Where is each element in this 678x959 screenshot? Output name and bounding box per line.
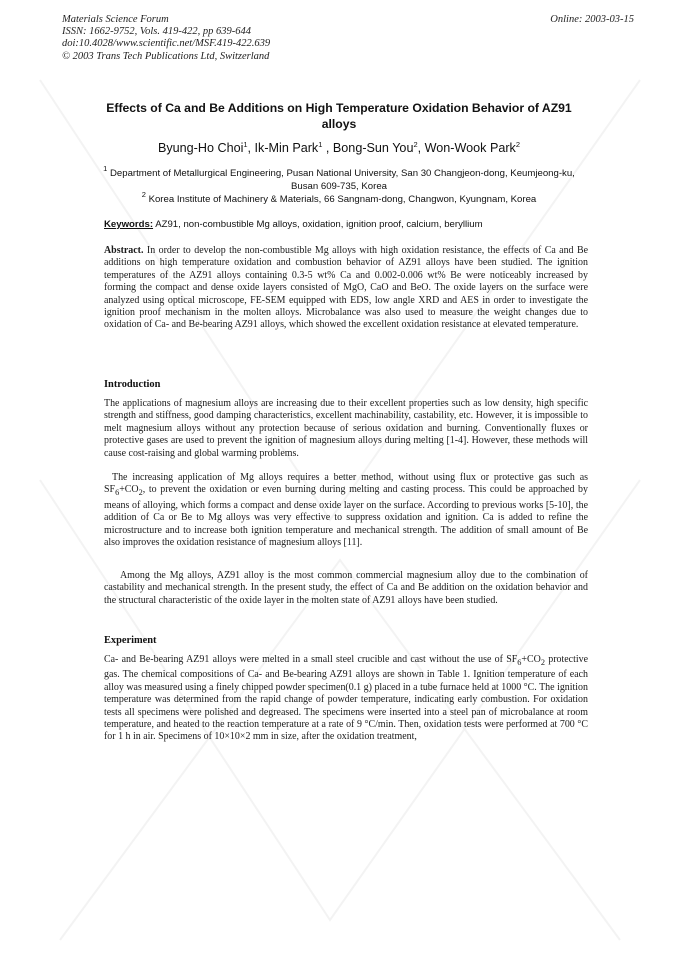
affiliation-number: 2 [141, 190, 146, 199]
introduction-heading: Introduction [104, 379, 161, 390]
subscript: 2 [138, 488, 143, 498]
subscript: 6 [517, 657, 522, 667]
author-affiliation-mark: 2 [413, 140, 418, 149]
keywords [104, 219, 594, 230]
affiliation-text: Korea Institute of Machinery & Materials, 66 Sangnam-dong, Changwon, Kyungnam, Korea [148, 194, 537, 205]
text-run: The increasing application of Mg alloys requires a better method, without using flux or protective gas such as SF [104, 472, 588, 496]
text-run: , to prevent the oxidation or even burning during melting and casting process. This could be approached by means of alloying, which forms a compact and dense oxide layer on the surface. According to previous works [5-10], the addition of Ca or Be to Mg alloys was very effective to suppress oxidation and ignition. Ca is added to refine the microstructure and to increase both ignition temperature and mechanical strength. The addition of small amount of Be also improves the oxidation resistance of magnesium alloys [11]. [104, 484, 588, 549]
author-affiliation-mark: 1 [318, 140, 323, 149]
text-run: +CO [521, 654, 541, 665]
abstract [104, 245, 588, 332]
affiliation-text: Department of Metallurgical Engineering, Pusan National University, San 30 Changjeon-dong, Keumjeong-ku, Busan 609-735, Korea [109, 168, 575, 192]
text-run: Ca- and Be-bearing AZ91 alloys were melted in a small steel crucible and cast without the use of SF [104, 654, 518, 665]
experiment-heading: Experiment [104, 635, 157, 646]
author-list: Byung-Ho Choi$^1$, Ik-Min Park$^1$ , Bong-Sun You$^2$, Won-Wook Park$^2$ [157, 140, 521, 155]
subscript: 6 [115, 488, 120, 498]
journal-issn: ISSN: 1662-9752, Vols. 419-422, pp 639-644 [62, 26, 251, 38]
keywords-text: AZ91, non-combustible Mg alloys, oxidation, ignition proof, calcium, beryllium [155, 219, 483, 230]
online-date: Online: 2003-03-15 [550, 14, 634, 25]
author-name: Ik-Min Park [254, 141, 319, 155]
introduction-paragraph-2 [104, 472, 588, 549]
paper-title: Effects of Ca and Be Additions on High Temperature Oxidation Behavior of AZ91 alloys [106, 101, 572, 131]
introduction-paragraph-1: The applications of magnesium alloys are increasing due to their excellent properties such as low density, high specific strength and stiffness, good damping characteristics, excellent machinability, castability, etc. However, it is impossible to melt magnesium alloys without any protection because of serious oxidation and burning. Conventionally fluxes or protective gases are used to prevent the ignition of magnesium alloys during melting [1-4]. However, these methods will cause cost-raising and global warming problems. [104, 398, 588, 459]
text-run: protective gas. The chemical compositions of Ca- and Be-bearing AZ91 alloys are shown in Table 1. Ignition temperature of each alloy was measured using a finely chipped powder specimen(0.1 g) placed in a tube furnace held at 1000 °C. The ignition temperature was determined from the rapid change of powder temperature, indicating early combustion. For oxidation tests all specimens were polished and degreased. The specimens were inserted into a steel pan of microbalance at room temperature, and heated to the reaction temperature at a rate of 9 °C/min. Then, oxidation tests were performed at 700 °C for 1 h in air. Specimens of 10×10×2 mm in size, after the oxidation treatment, [104, 654, 588, 743]
abstract-text: In order to develop the non-combustible Mg alloys with high oxidation resistance, the effects of Ca and Be additions on high temperature oxidation and combustion behavior of AZ91 alloys have been studied. The ignition temperatures of the AZ91 alloys containing 0.3-5 wt% Ca and 0.002-0.006 wt% Be were noticeably increased by forming the compact and dense oxide layers consisted of MgO, CaO and BeO. The oxide layers on the surface were analyzed using optical microscope, FE-SEM equipped with EDS, low angle XRD and AES in order to investigate the ignition proof mechanism in the molten alloys. Microbalance was also used to measure the weight changes due to oxidation of Ca- and Be-bearing AZ91 alloys, which showed the excellent oxidation resistance at elevated temperature. [104, 245, 589, 331]
journal-copyright: © 2003 Trans Tech Publications Ltd, Switzerland [62, 50, 270, 62]
introduction-paragraph-3: Among the Mg alloys, AZ91 alloy is the most common commercial magnesium alloy due to the combination of castability and mechanical strength. In the present study, the effect of Ca and Be addition on the oxidation behavior and the structural characteristic of the oxide layer in the molten state of AZ91 alloys have been studied. [104, 570, 588, 606]
author-name: Won-Wook Park [424, 141, 516, 155]
text-run: +CO [119, 484, 139, 496]
affiliation-number: 1 [103, 164, 108, 173]
experiment-paragraph [104, 654, 588, 744]
author-affiliation-mark: 1 [243, 140, 248, 149]
author-name: Bong-Sun You [332, 141, 414, 155]
journal-doi: doi:10.4028/www.scientific.net/MSF.419-422.639 [62, 38, 271, 50]
abstract-label: Abstract. [104, 245, 144, 256]
subscript: 2 [540, 657, 545, 667]
keywords-label: Keywords: [104, 219, 154, 230]
author-affiliation-mark: 2 [515, 140, 521, 149]
author-name: Byung-Ho Choi [157, 141, 244, 155]
journal-name: Materials Science Forum [62, 14, 169, 25]
affiliation-2 [100, 189, 578, 207]
watermark-stroke [60, 560, 620, 940]
journal-info [62, 14, 422, 63]
